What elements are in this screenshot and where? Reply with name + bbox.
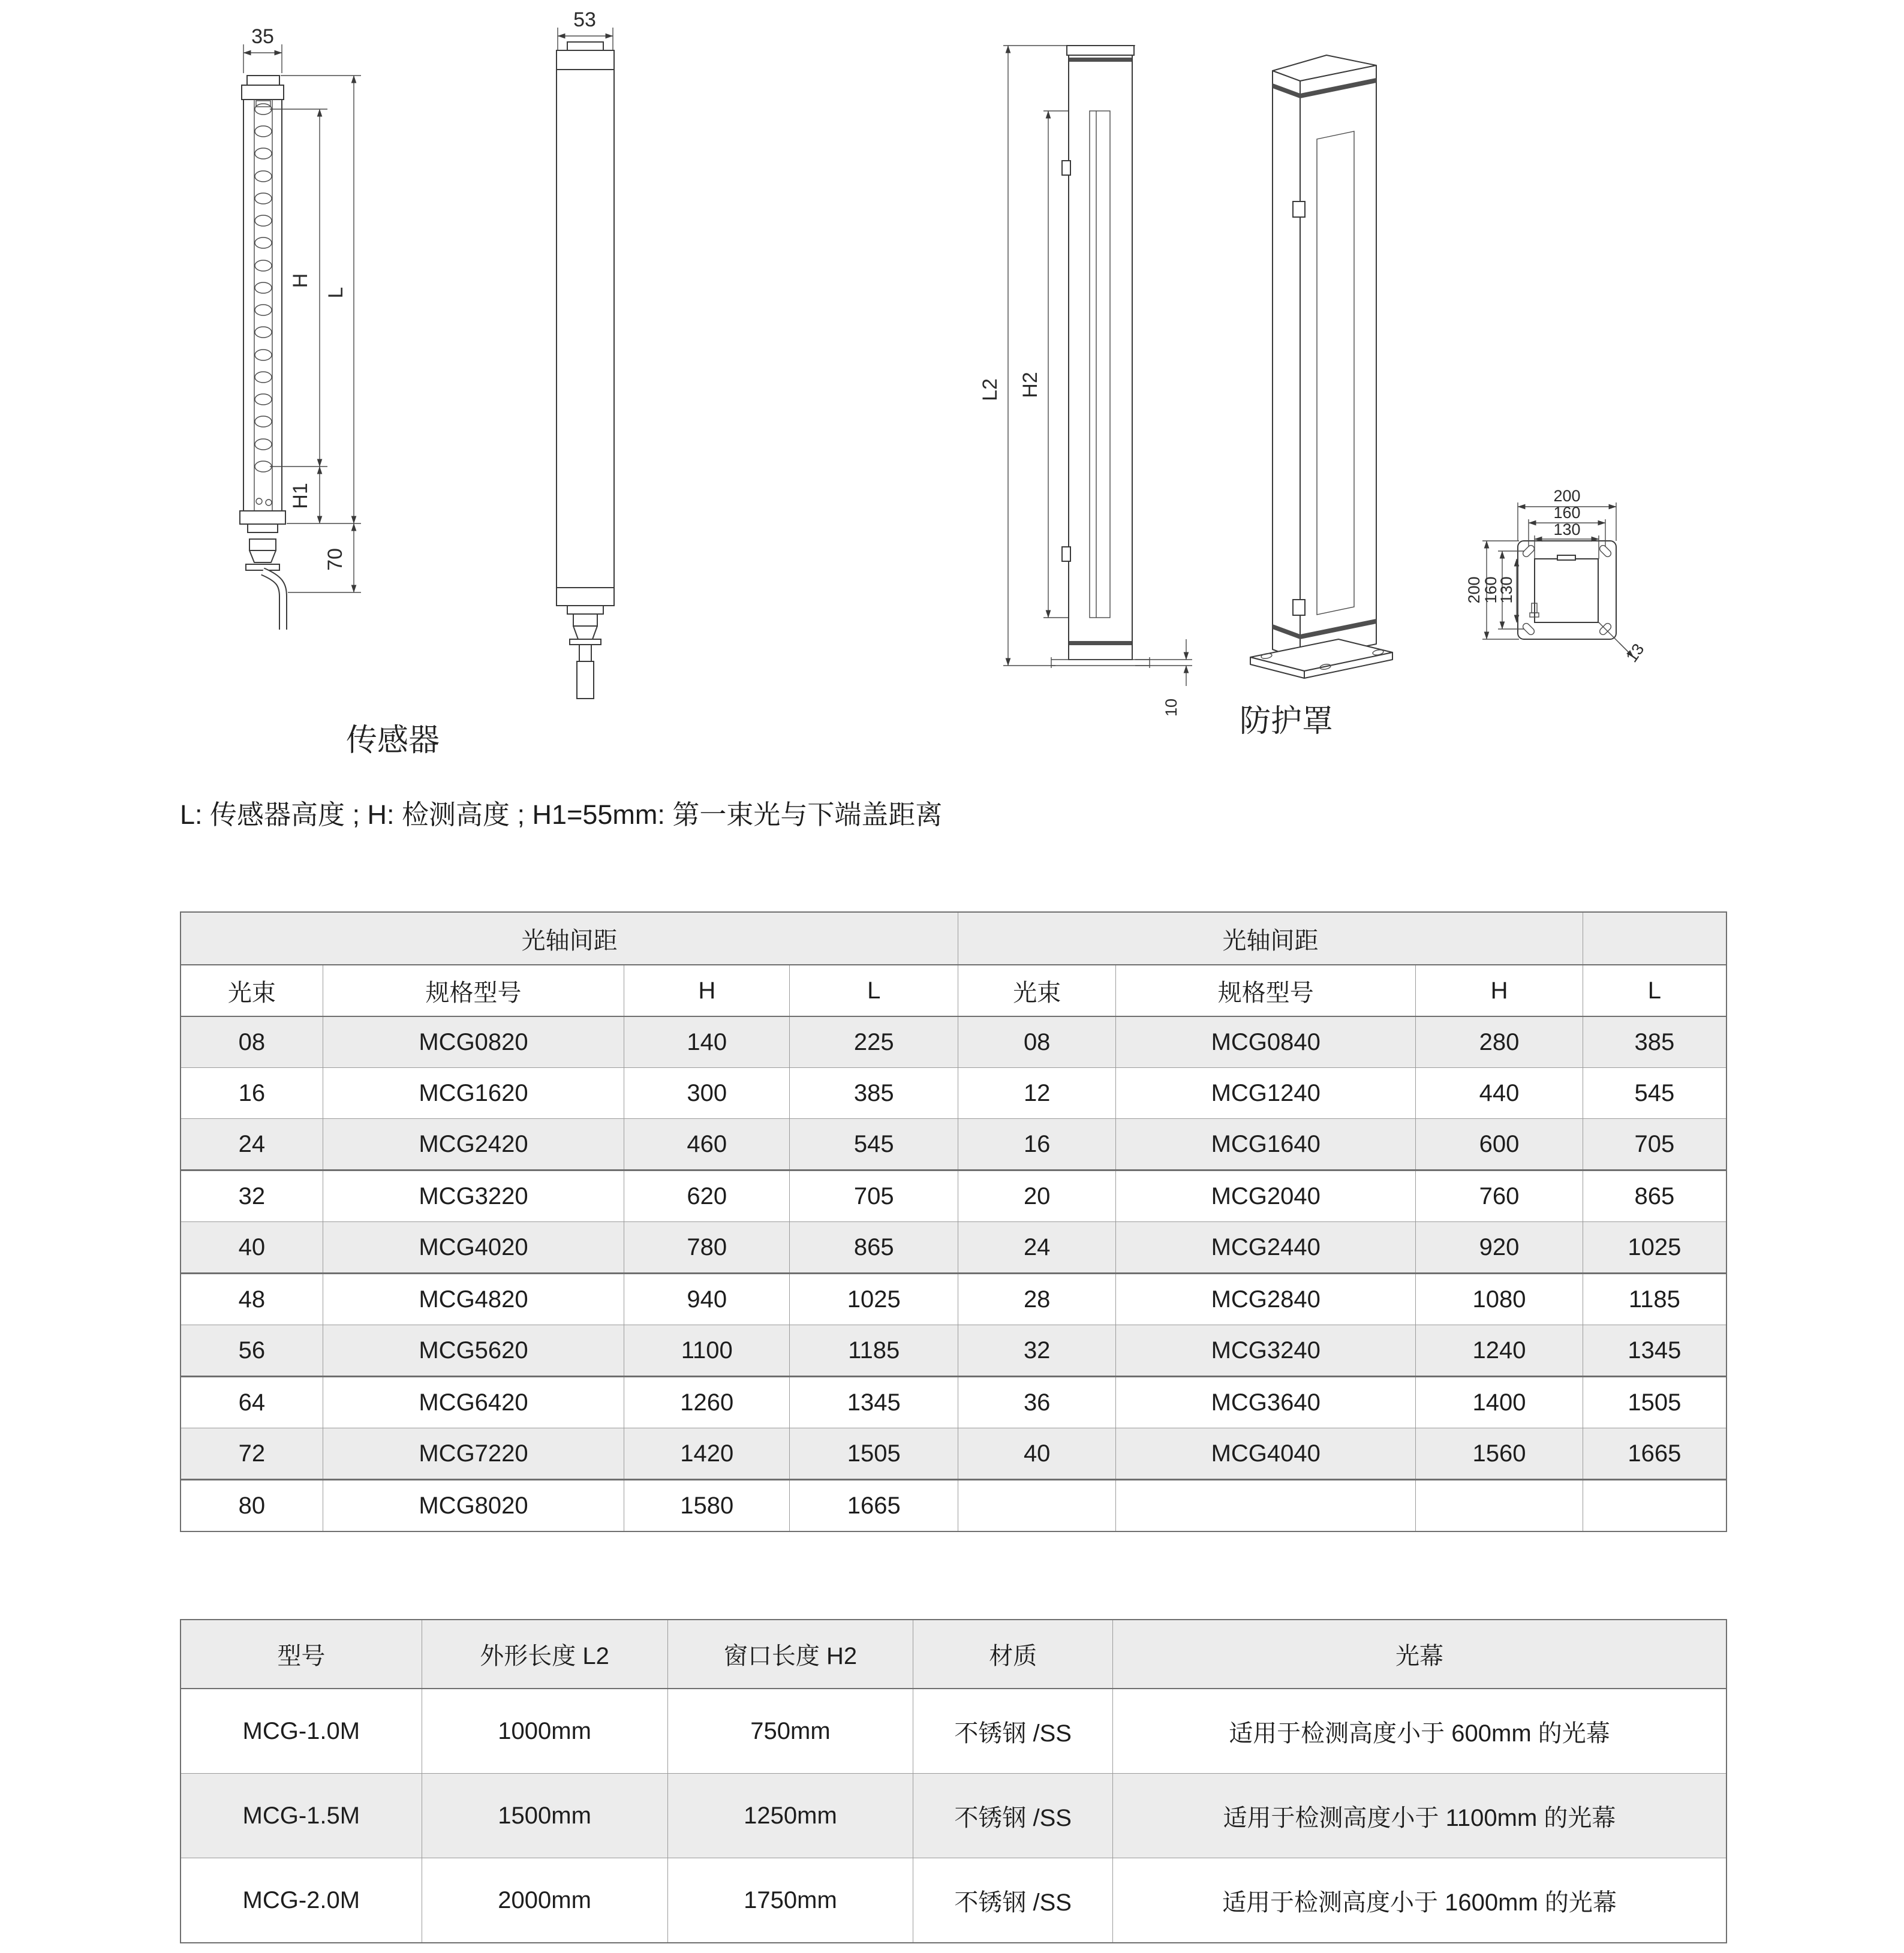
table-cell: 440 [1416,1068,1583,1119]
dim-label: 130 [1553,520,1581,538]
table-cell: 780 [624,1222,790,1274]
table-cell: 48 [181,1274,323,1325]
table-cell: 760 [1416,1170,1583,1222]
table-cell: 225 [790,1016,958,1068]
model-header-row [181,1620,1726,1689]
table-cell: MCG2440 [1116,1222,1416,1274]
table-cell: MCG1620 [323,1068,624,1119]
column-header: 光束 [181,965,323,1016]
drawing-sensor-side-view [557,8,614,699]
table-cell: 1080 [1416,1274,1583,1325]
table-cell: 16 [181,1068,323,1119]
table-cell: 1560 [1416,1428,1583,1480]
table-cell: 适用于检测高度小于 1100mm 的光幕 [1112,1774,1726,1858]
spec-group-header-row [181,912,1726,965]
table-cell: MCG-2.0M [181,1858,422,1943]
table-cell: MCG5620 [323,1325,624,1377]
table-cell: 940 [624,1274,790,1325]
drawing-cover-front-view [979,46,1192,717]
table-cell: MCG4040 [1116,1428,1416,1480]
table-cell: 24 [958,1222,1116,1274]
table-cell [1116,1480,1416,1532]
table-row [181,1274,1726,1325]
dim-label: 70 [324,548,347,571]
column-header: 型号 [181,1620,422,1689]
table-cell: MCG1640 [1116,1119,1416,1170]
table-cell: 1025 [790,1274,958,1325]
column-header: 材质 [913,1620,1113,1689]
table-cell: MCG1240 [1116,1068,1416,1119]
table-cell: 12 [958,1068,1116,1119]
table-cell: 24 [181,1119,323,1170]
table-cell: 64 [181,1377,323,1428]
dim-label: 53 [573,8,596,31]
model-table-body [181,1689,1726,1943]
column-header: 规格型号 [1116,965,1416,1016]
column-header: 规格型号 [323,965,624,1016]
table-cell: 不锈钢 /SS [913,1858,1113,1943]
dim-label: 160 [1482,576,1500,604]
table-cell: MCG0840 [1116,1016,1416,1068]
table-row [181,1068,1726,1119]
dimension-note: L: 传感器高度 ; H: 检测高度 ; H1=55mm: 第一束光与下端盖距离 [180,799,943,830]
table-cell: 32 [958,1325,1116,1377]
dim-label: L2 [979,378,1001,401]
technical-drawings [0,0,1904,780]
table-cell: 不锈钢 /SS [913,1689,1113,1774]
drawing-cover-isometric-view [1250,55,1392,678]
table-cell: 40 [958,1428,1116,1480]
column-header: H [624,965,790,1016]
table-cell: 865 [790,1222,958,1274]
column-header: L [1583,965,1726,1016]
dim-label: L [324,287,347,299]
table-cell: 545 [790,1119,958,1170]
table-cell: 不锈钢 /SS [913,1774,1113,1858]
group-header-cell: 光轴间距 [958,912,1583,965]
table-cell: 750mm [667,1689,913,1774]
table-cell: MCG3240 [1116,1325,1416,1377]
column-header: 外形长度 L2 [422,1620,667,1689]
table-cell: MCG2840 [1116,1274,1416,1325]
table-cell: 适用于检测高度小于 1600mm 的光幕 [1112,1858,1726,1943]
group-header-cell: 光轴间距 [181,912,958,965]
dim-label: 35 [251,25,274,48]
table-cell: 36 [958,1377,1116,1428]
table-row [181,1377,1726,1428]
table-row [181,1858,1726,1943]
drawing-sensor-front-view [240,25,361,630]
table-cell: MCG-1.0M [181,1689,422,1774]
table-cell: 20 [958,1170,1116,1222]
table-cell: 1580 [624,1480,790,1532]
table-cell: 适用于检测高度小于 600mm 的光幕 [1112,1689,1726,1774]
dim-label: 200 [1465,576,1483,604]
table-cell: MCG3640 [1116,1377,1416,1428]
table-cell: MCG4020 [323,1222,624,1274]
table-cell: 600 [1416,1119,1583,1170]
table-cell: 1345 [1583,1325,1726,1377]
table-cell [958,1480,1116,1532]
table-cell: 1505 [790,1428,958,1480]
dim-label: H1 [289,483,312,509]
table-row [181,1774,1726,1858]
table-cell: 2000mm [422,1858,667,1943]
table-cell: 705 [790,1170,958,1222]
column-header: L [790,965,958,1016]
table-cell: 705 [1583,1119,1726,1170]
column-header: 光幕 [1112,1620,1726,1689]
table-cell: 1665 [1583,1428,1726,1480]
table-cell: MCG2420 [323,1119,624,1170]
table-cell: 865 [1583,1170,1726,1222]
dim-label: 200 [1553,487,1581,505]
table-cell: MCG6420 [323,1377,624,1428]
dim-label: H2 [1019,372,1042,398]
spec-column-header-row [181,965,1726,1016]
table-cell: MCG2040 [1116,1170,1416,1222]
table-cell: 1025 [1583,1222,1726,1274]
table-cell: 56 [181,1325,323,1377]
table-cell: MCG0820 [323,1016,624,1068]
table-row [181,1222,1726,1274]
table-row [181,1480,1726,1532]
table-cell: 1185 [790,1325,958,1377]
column-header: 窗口长度 H2 [667,1620,913,1689]
table-cell: 1665 [790,1480,958,1532]
table-cell: 545 [1583,1068,1726,1119]
dim-label: 13 [1622,640,1648,666]
column-header: H [1416,965,1583,1016]
dim-label: 10 [1162,698,1180,717]
table-cell: 385 [1583,1016,1726,1068]
table-row [181,1170,1726,1222]
table-cell: 140 [624,1016,790,1068]
dim-label: 130 [1497,576,1515,604]
spec-table-body [181,1016,1726,1531]
table-cell: 280 [1416,1016,1583,1068]
column-header: 光束 [958,965,1116,1016]
table-cell: MCG7220 [323,1428,624,1480]
table-row [181,1119,1726,1170]
table-cell: 1500mm [422,1774,667,1858]
table-cell: 08 [181,1016,323,1068]
spec-table [180,911,1727,1532]
table-cell: 1260 [624,1377,790,1428]
caption-sensor: 传感器 [345,723,440,758]
table-cell: 1345 [790,1377,958,1428]
table-cell: 300 [624,1068,790,1119]
table-cell: 920 [1416,1222,1583,1274]
table-cell: 72 [181,1428,323,1480]
table-cell: 620 [624,1170,790,1222]
table-cell: 16 [958,1119,1116,1170]
model-table [180,1619,1727,1943]
table-cell: 1505 [1583,1377,1726,1428]
table-cell [1416,1480,1583,1532]
table-cell: MCG8020 [323,1480,624,1532]
dim-label: 160 [1553,504,1581,522]
table-cell: 1100 [624,1325,790,1377]
group-header-cell-empty [1583,912,1726,965]
table-cell: 1250mm [667,1774,913,1858]
table-row [181,1428,1726,1480]
table-cell: MCG4820 [323,1274,624,1325]
caption-protective-cover: 防护罩 [1239,704,1333,739]
table-cell: 80 [181,1480,323,1532]
table-row [181,1016,1726,1068]
table-cell: 1750mm [667,1858,913,1943]
table-row [181,1325,1726,1377]
table-row [181,1689,1726,1774]
table-cell: 1240 [1416,1325,1583,1377]
table-cell: 28 [958,1274,1116,1325]
drawing-base-plate-top-view [1465,487,1648,666]
dim-label: H [289,273,312,288]
table-cell: MCG-1.5M [181,1774,422,1858]
table-cell: 1420 [624,1428,790,1480]
table-cell: 32 [181,1170,323,1222]
table-cell: 460 [624,1119,790,1170]
table-cell: 385 [790,1068,958,1119]
table-cell: 1000mm [422,1689,667,1774]
table-cell: 1185 [1583,1274,1726,1325]
table-cell [1583,1480,1726,1532]
table-cell: 08 [958,1016,1116,1068]
table-cell: MCG3220 [323,1170,624,1222]
table-cell: 1400 [1416,1377,1583,1428]
table-cell: 40 [181,1222,323,1274]
